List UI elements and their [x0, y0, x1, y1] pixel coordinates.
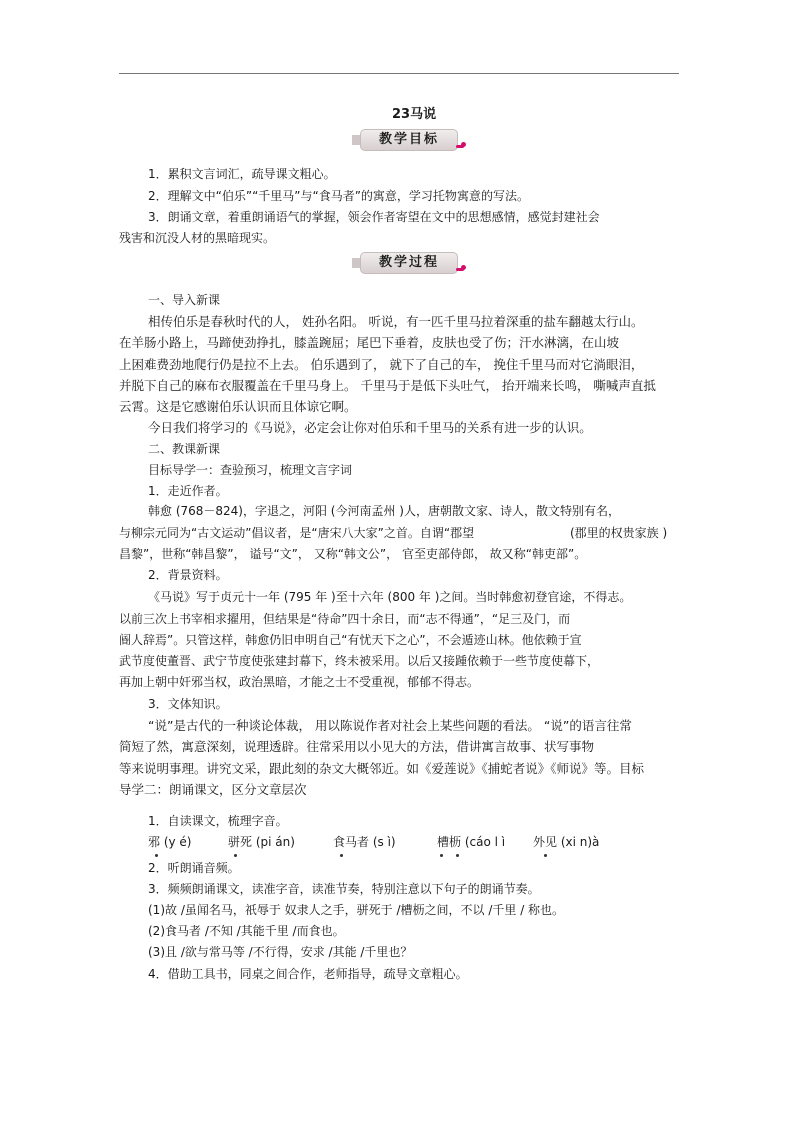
process-banner-label: 教学过程	[360, 252, 458, 274]
emphasis-dot	[340, 854, 343, 857]
pron-5: 外见 (xi n)à	[533, 835, 600, 849]
intro-line-2: 在羊肠小路上，马蹄使劲挣扎，膝盖踠屈；尾巴下垂着，皮肤也受了伤；汗水淋漓，在山坡	[119, 335, 620, 350]
objective-3: 3．朗诵文章，着重朗诵语气的掌握，领会作者寄望在文中的思想感情，感觉封建社会	[148, 210, 600, 224]
goal-1: 目标导学一：查验预习，梳理文言字词	[148, 463, 353, 477]
banner-flag-decoration	[352, 258, 360, 268]
background-line-5: 再加上朝中奸邪当权，政治黑暗，才能之士不受重视，郁郁不得志。	[119, 675, 480, 689]
banner-dot-decoration	[461, 142, 466, 147]
background-line-4: 武节度使董晋、武宁节度使张建封幕下，终未被采用。以后又接踵依赖于一些节度使幕下，	[119, 654, 600, 668]
pron-3: 食马者 (s ì)	[333, 835, 396, 849]
objective-2: 2．理解文中“伯乐”“千里马”与“食马者”的寓意，学习托物寓意的写法。	[148, 189, 529, 203]
emphasis-dot	[440, 854, 443, 857]
objective-1: 1．累积文言词汇，疏导课文粗心。	[148, 167, 336, 181]
rhythm-3: (3)且 /欲与常马等 /不行得，安求 /其能 /千里也？	[148, 945, 413, 959]
emphasis-dot	[456, 854, 459, 857]
banner-dot-decoration	[461, 265, 466, 270]
genre-line-2: 简短了然，寓意深刻，说理透辟。往常采用以小见大的方法，借讲寓言故事、状写事物	[119, 739, 595, 754]
genre-line-3: 等来说明事理。讲究文采，跟此刻的杂文大概邻近。如《爱莲说》《捕蛇者说》《师说》等。目标	[119, 761, 645, 776]
author-line-2-note: (郡里的权贵家族 )	[570, 526, 668, 540]
rhythm-2: (2)食马者 /不知 /其能千里 /而食也。	[148, 924, 345, 938]
author-line-3: 昌黎”，世称“韩昌黎”， 谥号“文”， 又称“韩文公”， 官至吏部侍郎， 故又称“韩吏部”。	[119, 547, 587, 561]
pron-4: 槽枥 (cáo l ì	[437, 835, 506, 849]
emphasis-dot	[544, 854, 547, 857]
emphasis-dot	[155, 854, 158, 857]
pron-1: 邪 (y é)	[148, 835, 192, 849]
author-line-1: 韩愈 (768－824)，字退之，河阳 (今河南孟州 )人，唐朝散文家、诗人，散文特别有名，	[148, 504, 620, 518]
intro-line-4: 并脱下自己的麻布衣服覆盖在千里马身上。 千里马于是低下头吐气， 抬开端来长鸣， 嘶喊声直抵	[119, 378, 656, 393]
author-line-2: 与柳宗元同为“古文运动”倡议者，是“唐宋八大家”之首。自谓“郡望	[119, 526, 475, 540]
objective-3-cont: 残害和沉没人材的黑暗现实。	[119, 231, 276, 245]
step-2: 2．听朗诵音频。	[148, 861, 240, 875]
background-heading: 2．背景资料。	[148, 568, 228, 582]
step-3: 3．频频朗诵课文，读准字音，读准节奏，特别注意以下句子的朗诵节奏。	[148, 882, 540, 896]
banner-flag-decoration	[352, 135, 360, 145]
rhythm-1: (1)故 /虽闻名马，祇辱于 奴隶人之手，骈死于 /槽枥之间，不以 /千里 / 称也。	[148, 903, 565, 917]
read-heading: 1．自读课文，梳理字音。	[148, 814, 288, 828]
process-banner	[352, 252, 465, 274]
pron-2: 骈死 (pi án)	[228, 835, 295, 849]
header-rule	[119, 73, 679, 74]
section-1-heading: 一、导入新课	[148, 293, 221, 307]
genre-line-1: “说”是古代的一种谈论体裁， 用以陈说作者对社会上某些问题的看法。 “说”的语言往常	[148, 718, 632, 733]
emphasis-dot	[234, 854, 237, 857]
objectives-banner	[352, 129, 465, 151]
background-line-1: 《马说》写于贞元十一年 (795 年 )至十六年 (800 年 )之间。当时韩愈初登官途，不得志。	[148, 590, 632, 604]
author-heading: 1．走近作者。	[148, 484, 228, 498]
objectives-banner-label: 教学目标	[360, 129, 458, 151]
intro-line-5: 云霄。这是它感谢伯乐认识而且体谅它啊。	[119, 399, 357, 414]
page-title: 23马说	[392, 107, 437, 122]
genre-line-4: 导学二：朗诵课文，区分文章层次	[119, 782, 307, 797]
intro-line-6: 今日我们将学习的《马说》，必定会让你对伯乐和千里马的关系有进一步的认识。	[148, 420, 592, 435]
genre-heading: 3．文体知识。	[148, 697, 228, 711]
section-2-heading: 二、教课新课	[148, 442, 221, 456]
step-4: 4．借助工具书，同桌之间合作，老师指导，疏导文章粗心。	[148, 967, 468, 981]
intro-line-3: 上困难费劲地爬行仍是拉不上去。 伯乐遇到了， 就下了自己的车， 挽住千里马而对它淌眼泪，	[119, 357, 644, 372]
background-line-3: 阍人辞焉”。只管这样，韩愈仍旧申明自己“有忧天下之心”，不会遁迹山林。他依赖于宣	[119, 633, 582, 647]
background-line-2: 以前三次上书宰相求擢用，但结果是“待命”四十余日，而“志不得通”，“足三及门，而	[119, 612, 571, 626]
intro-line-1: 相传伯乐是春秋时代的人， 姓孙名阳。 听说，有一匹千里马拉着深重的盐车翻越太行山。	[148, 314, 644, 329]
